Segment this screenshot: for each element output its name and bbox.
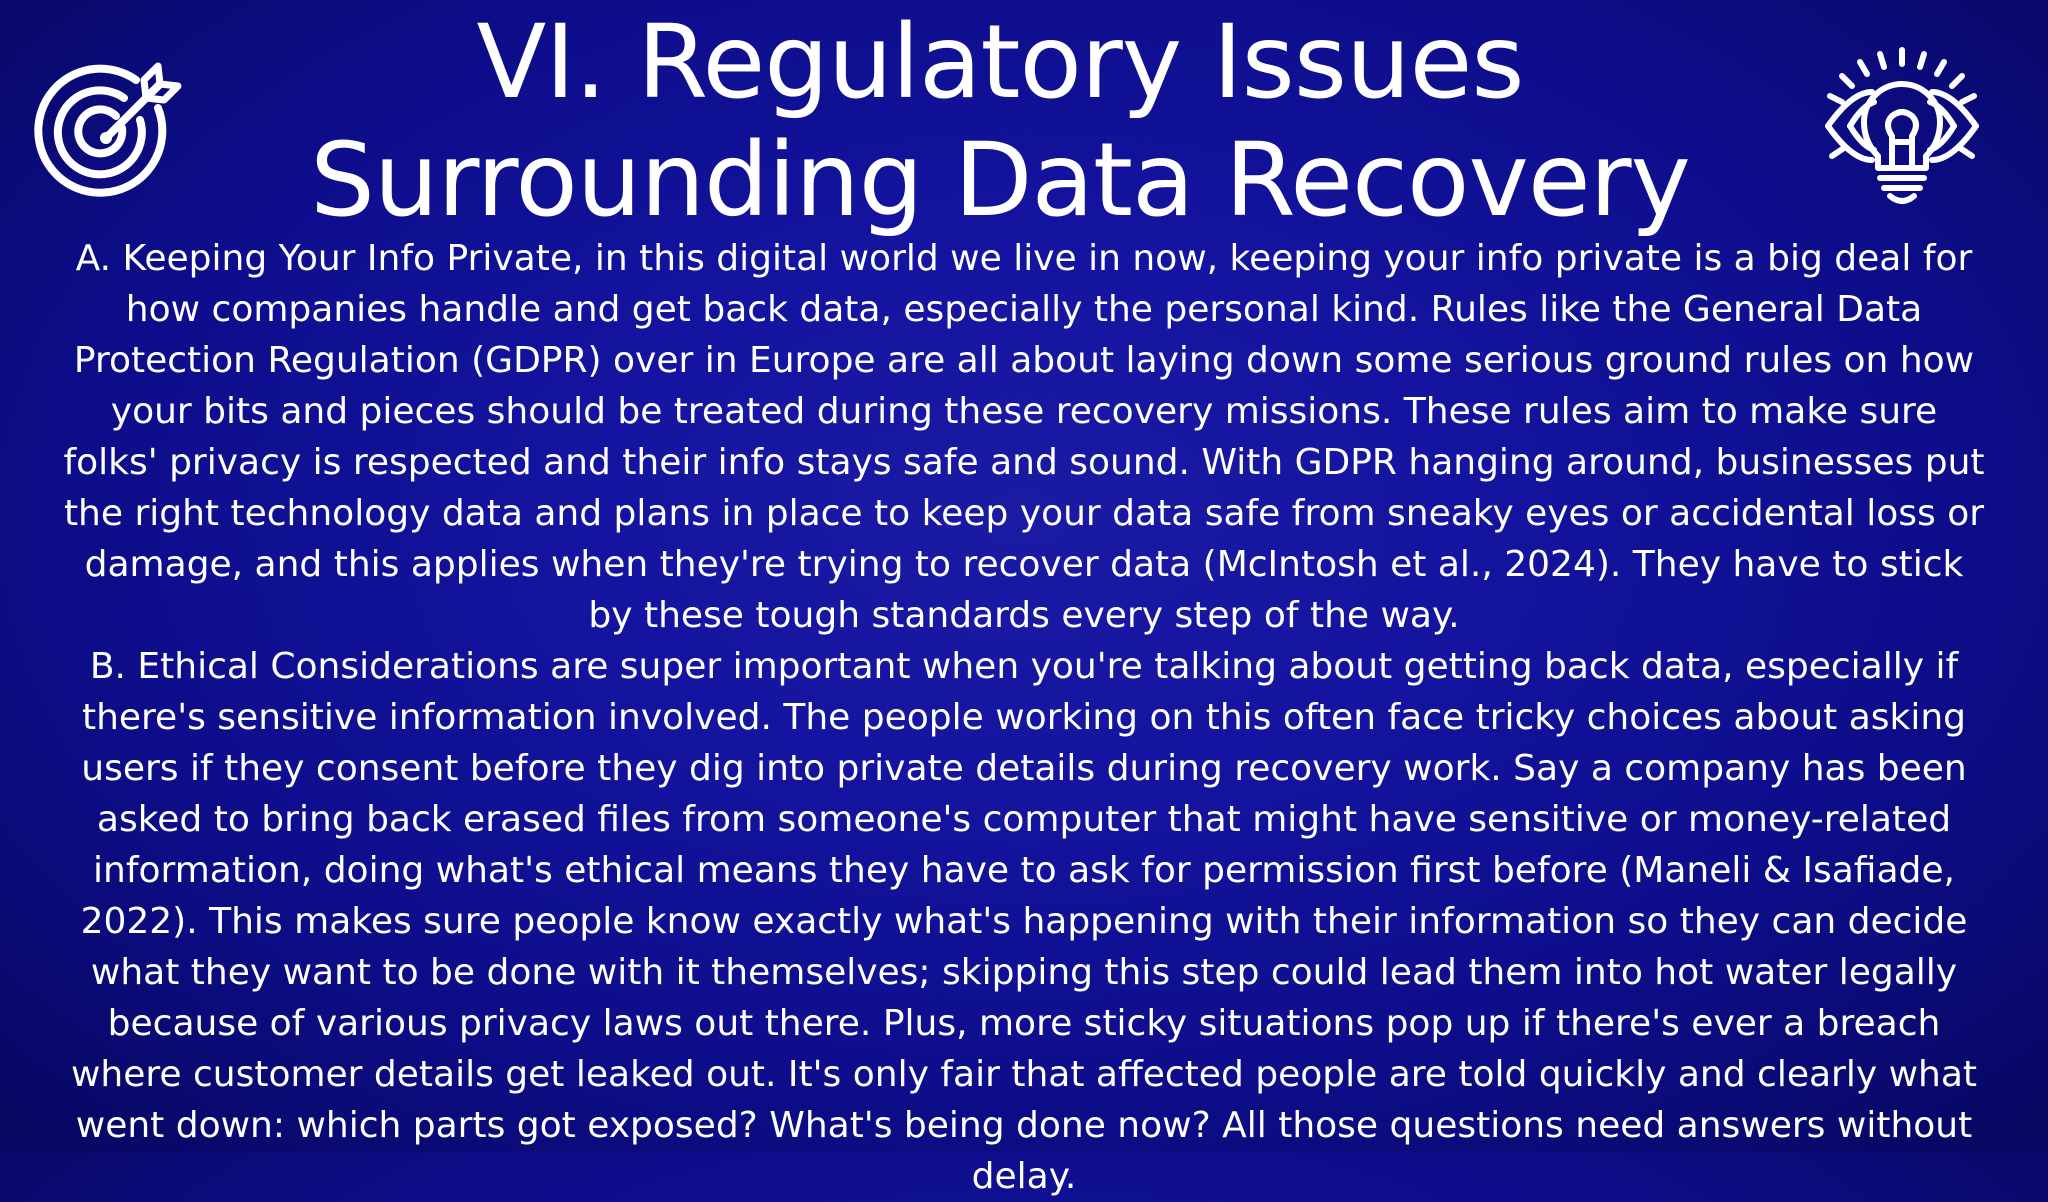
section-b-paragraph: B. Ethical Considerations are super important when you're talking about getting back data, especially if there's sensitive information involved. The people working on this often face tricky choices about asking users if they consent before they dig into private details during recovery work. Say a company has been asked to bring back erased files from someone's computer that might have sensitive or money-related information, doing what's ethical means they have to ask for permission first before (Maneli & Isafiade, 2022). This makes sure people know exactly what's happening with their information so they can decide what they want to be done with it themselves; skipping this step could lead them into hot water legally because of various privacy laws out there. Plus, more sticky situations pop up if there's ever a breach where customer details get leaked out. It's only fair that affected people are told quickly and clearly what went down: which parts got exposed? What's being done now? All those questions need answers without delay. xyxy=(70,646,1978,1197)
lightbulb-eye-icon xyxy=(1822,44,1982,209)
slide-title xyxy=(250,4,1750,240)
title-line-1: VI. Regulatory Issues xyxy=(476,3,1524,122)
title-line-2: Surrounding Data Recovery xyxy=(310,121,1690,240)
target-arrow-icon xyxy=(40,58,190,208)
section-a-paragraph: A. Keeping Your Info Private, in this digital world we live in now, keeping your info private is a big deal for how companies handle and get back data, especially the personal kind. Rules like the General Data Protection Regulation (GDPR) over in Europe are all about laying down some serious ground rules on how your bits and pieces should be treated during these recovery missions. These rules aim to make sure folks' privacy is respected and their info stays safe and sound. With GDPR hanging around, businesses put the right technology data and plans in place to keep your data safe from sneaky eyes or accidental loss or damage, and this applies when they're trying to recover data (McIntosh et al., 2024). They have to stick by these tough standards every step of the way. xyxy=(63,238,1985,636)
body-text xyxy=(60,233,1988,1202)
